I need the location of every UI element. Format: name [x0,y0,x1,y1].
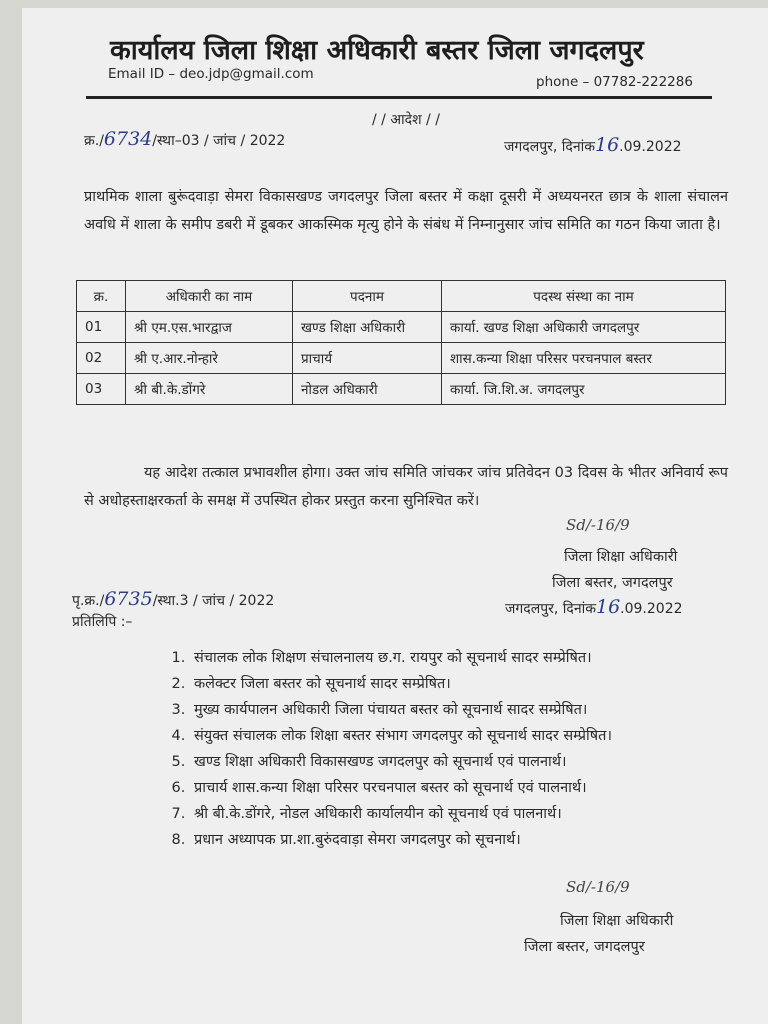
table-row [77,343,726,374]
copy-signatory-title: जिला शिक्षा अधिकारी [560,913,674,929]
header-divider [86,96,712,99]
list-item: 1. संचालक लोक शिक्षण संचालनालय छ.ग. रायपुर को सूचनार्थ सादर सम्प्रेषित। [190,645,760,671]
table-header-row [77,281,726,312]
list-item: 2. कलेक्टर जिला बस्तर को सूचनार्थ सादर सम्प्रेषित। [190,671,760,697]
copy-date-suffix: .09.2022 [620,601,683,617]
copy-ref-prefix: पृ.क्र./ [72,593,105,609]
copy-date [505,596,683,618]
cell-serial: 01 [77,312,126,343]
copy-date-day: 16 [595,596,621,618]
list-item: 8. प्रधान अध्यापक प्रा.शा.बुरुंदवाड़ा सेमरा जगदलपुर को सूचनार्थ। [190,827,760,853]
order-directive-paragraph [84,459,728,515]
committee-table [76,280,726,405]
order-date-prefix: जगदलपुर, दिनांक [504,139,595,155]
copy-label: प्रतिलिपि :– [72,614,133,630]
order-signature: Sd/-16/9 [566,516,630,534]
cell-posting: कार्या. खण्ड शिक्षा अधिकारी जगदलपुर [442,312,726,343]
recipient-list [164,645,760,853]
list-item: 4. संयुक्त संचालक लोक शिक्षा बस्तर संभाग जगदलपुर को सूचनार्थ सादर सम्प्रेषित। [190,723,760,749]
office-title: कार्यालय जिला शिक्षा अधिकारी बस्तर जिला जगदलपुर [110,35,644,66]
cell-name: श्री ए.आर.नोन्हारे [126,343,293,374]
list-item: 5. खण्ड शिक्षा अधिकारी विकासखण्ड जगदलपुर को सूचनार्थ एवं पालनार्थ। [190,749,760,775]
order-heading: / / आदेश / / [372,112,440,128]
order-date [504,134,682,156]
order-signatory-title: जिला शिक्षा अधिकारी [564,549,678,565]
order-ref-number: 6734 [103,128,153,150]
copy-date-prefix: जगदलपुर, दिनांक [505,601,596,617]
list-item: 6. प्राचार्य शास.कन्या शिक्षा परिसर परचनपाल बस्तर को सूचनार्थ एवं पालनार्थ। [190,775,760,801]
order-date-suffix: .09.2022 [619,139,682,155]
table-row [77,374,726,405]
office-phone: phone – 07782-222286 [536,74,693,90]
cell-serial: 02 [77,343,126,374]
col-officer-name: अधिकारी का नाम [126,281,293,312]
copy-signatory-place: जिला बस्तर, जगदलपुर [524,939,645,955]
cell-designation: नोडल अधिकारी [293,374,442,405]
office-email: Email ID – deo.jdp@gmail.com [108,66,314,82]
cell-name: श्री बी.के.डोंगरे [126,374,293,405]
col-posting: पदस्थ संस्था का नाम [442,281,726,312]
order-date-day: 16 [594,134,620,156]
cell-name: श्री एम.एस.भारद्वाज [126,312,293,343]
order-signatory-place: जिला बस्तर, जगदलपुर [552,575,673,591]
order-directive-text: यह आदेश तत्काल प्रभावशील होगा। उक्त जांच समिति जांचकर जांच प्रतिवेदन 03 दिवस के भीतर अनिवार्य रूप से अधोहस्ताक्षरकर्ता के समक्ष में उपस्थित होकर प्रस्तुत करना सुनिश्चित करें। [84,464,728,509]
order-intro-paragraph: प्राथमिक शाला बुरूंदवाड़ा सेमरा विकासखण्ड जगदलपुर जिला बस्तर में कक्षा दूसरी में अध्ययनरत छात्र के शाला संचालन अवधि में शाला के समीप डबरी में डूबकर आकस्मिक मृत्यु होने के संबंध में निम्नानुसार जांच समिति का गठन किया जाता है। [84,188,728,233]
copy-ref-number: 6735 [104,588,153,610]
document-page [22,8,768,1024]
order-ref-suffix: /स्था–03 / जांच / 2022 [152,133,286,149]
list-item: 7. श्री बी.के.डोंगरे, नोडल अधिकारी कार्यालयीन को सूचनार्थ एवं पालनार्थ। [190,801,760,827]
cell-posting: कार्या. जि.शि.अ. जगदलपुर [442,374,726,405]
copy-ref-suffix: /स्था.3 / जांच / 2022 [152,593,275,609]
cell-posting: शास.कन्या शिक्षा परिसर परचनपाल बस्तर [442,343,726,374]
table-row [77,312,726,343]
cell-designation: प्राचार्य [293,343,442,374]
order-reference [84,128,285,150]
copy-signature: Sd/-16/9 [566,878,630,896]
col-serial: क्र. [77,281,126,312]
cell-serial: 03 [77,374,126,405]
cell-designation: खण्ड शिक्षा अधिकारी [293,312,442,343]
col-designation: पदनाम [293,281,442,312]
list-item: 3. मुख्य कार्यपालन अधिकारी जिला पंचायत बस्तर को सूचनार्थ सादर सम्प्रेषित। [190,697,760,723]
copy-reference [72,588,274,610]
order-ref-prefix: क्र./ [84,133,104,149]
